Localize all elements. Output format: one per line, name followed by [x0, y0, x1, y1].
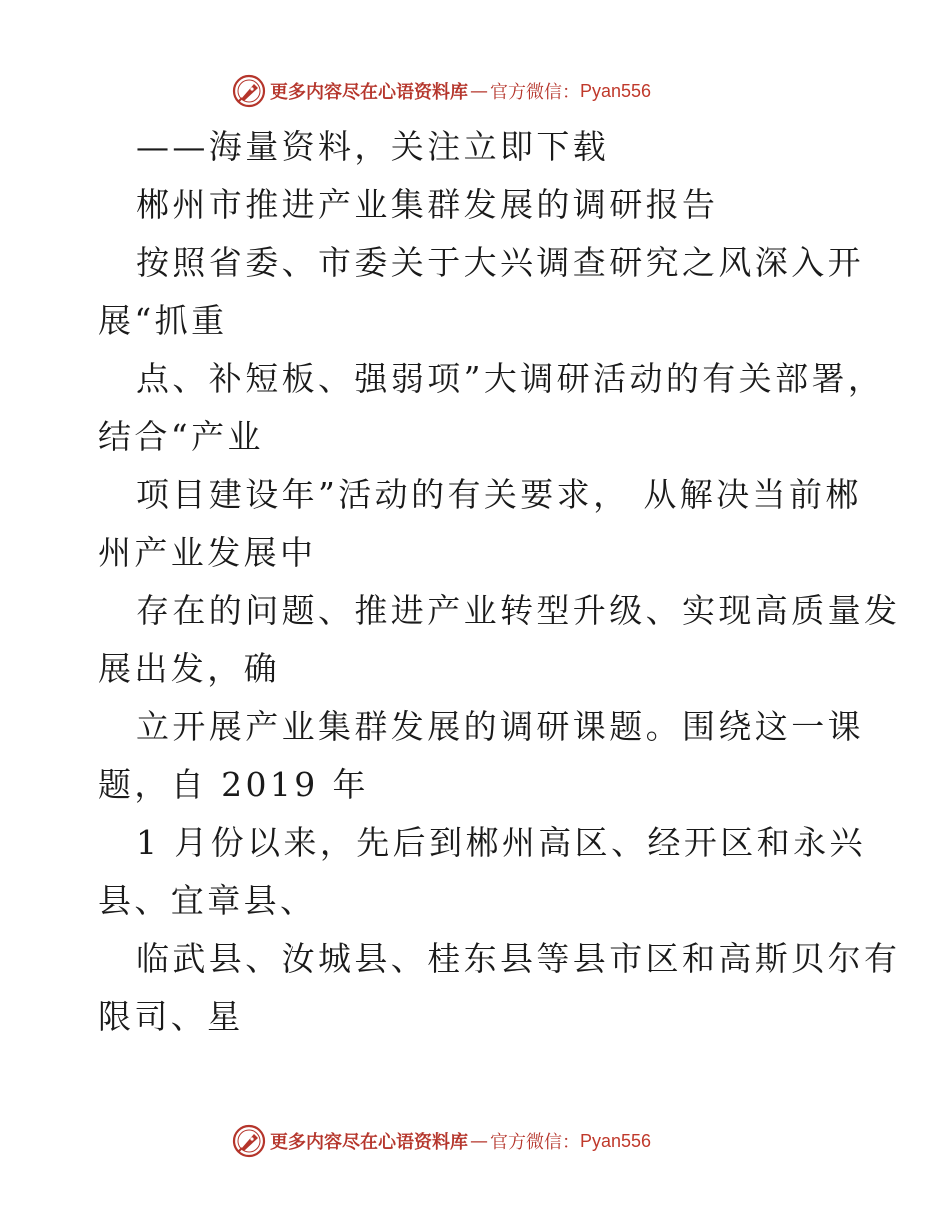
text-line: 州产业发展中: [98, 533, 317, 572]
text-line: 项目建设年”活动的有关要求， 从解决当前郴: [136, 475, 862, 514]
banner-main-text: 更多内容尽在心语资料库: [270, 82, 468, 103]
banner-wechat-label: 官方微信：: [490, 1132, 580, 1153]
text-line: 点、补短板、强弱项”大调研活动的有关部署，: [136, 359, 885, 398]
text-line: 1 月份以来，先后到郴州高区、经开区和永兴: [136, 823, 866, 862]
document-title: 郴州市推进产业集群发展的调研报告: [136, 185, 719, 224]
header-watermark-banner: [232, 74, 651, 108]
text-line: 按照省委、市委关于大兴调查研究之风深入开: [136, 243, 864, 282]
banner-main-text: 更多内容尽在心语资料库: [270, 1132, 468, 1153]
text-line: 立开展产业集群发展的调研课题。围绕这一课: [136, 707, 864, 746]
text-line: 题，自 2019 年: [98, 765, 369, 804]
text-line: 结合“产业: [98, 417, 264, 456]
text-line: ——海量资料，关注立即下载: [136, 127, 610, 166]
banner-wechat-id: Pyan556: [580, 80, 652, 101]
banner-separator: —: [470, 80, 488, 102]
text-line: 存在的问题、推进产业转型升级、实现高质量发: [136, 591, 901, 630]
banner-wechat-id: Pyan556: [580, 1130, 652, 1151]
text-line: 展“抓重: [98, 301, 228, 340]
pen-nib-logo-icon: [232, 74, 266, 108]
document-body: [98, 118, 901, 1046]
text-line: 县、宜章县、: [98, 881, 317, 920]
text-line: 展出发，确: [98, 649, 280, 688]
footer-watermark-banner: [232, 1124, 651, 1158]
banner-wechat-label: 官方微信：: [490, 82, 580, 103]
pen-nib-logo-icon: [232, 1124, 266, 1158]
banner-separator: —: [470, 1130, 488, 1152]
text-line: 临武县、汝城县、桂东县等县市区和高斯贝尔有: [136, 939, 901, 978]
text-line: 限司、星: [98, 997, 244, 1036]
